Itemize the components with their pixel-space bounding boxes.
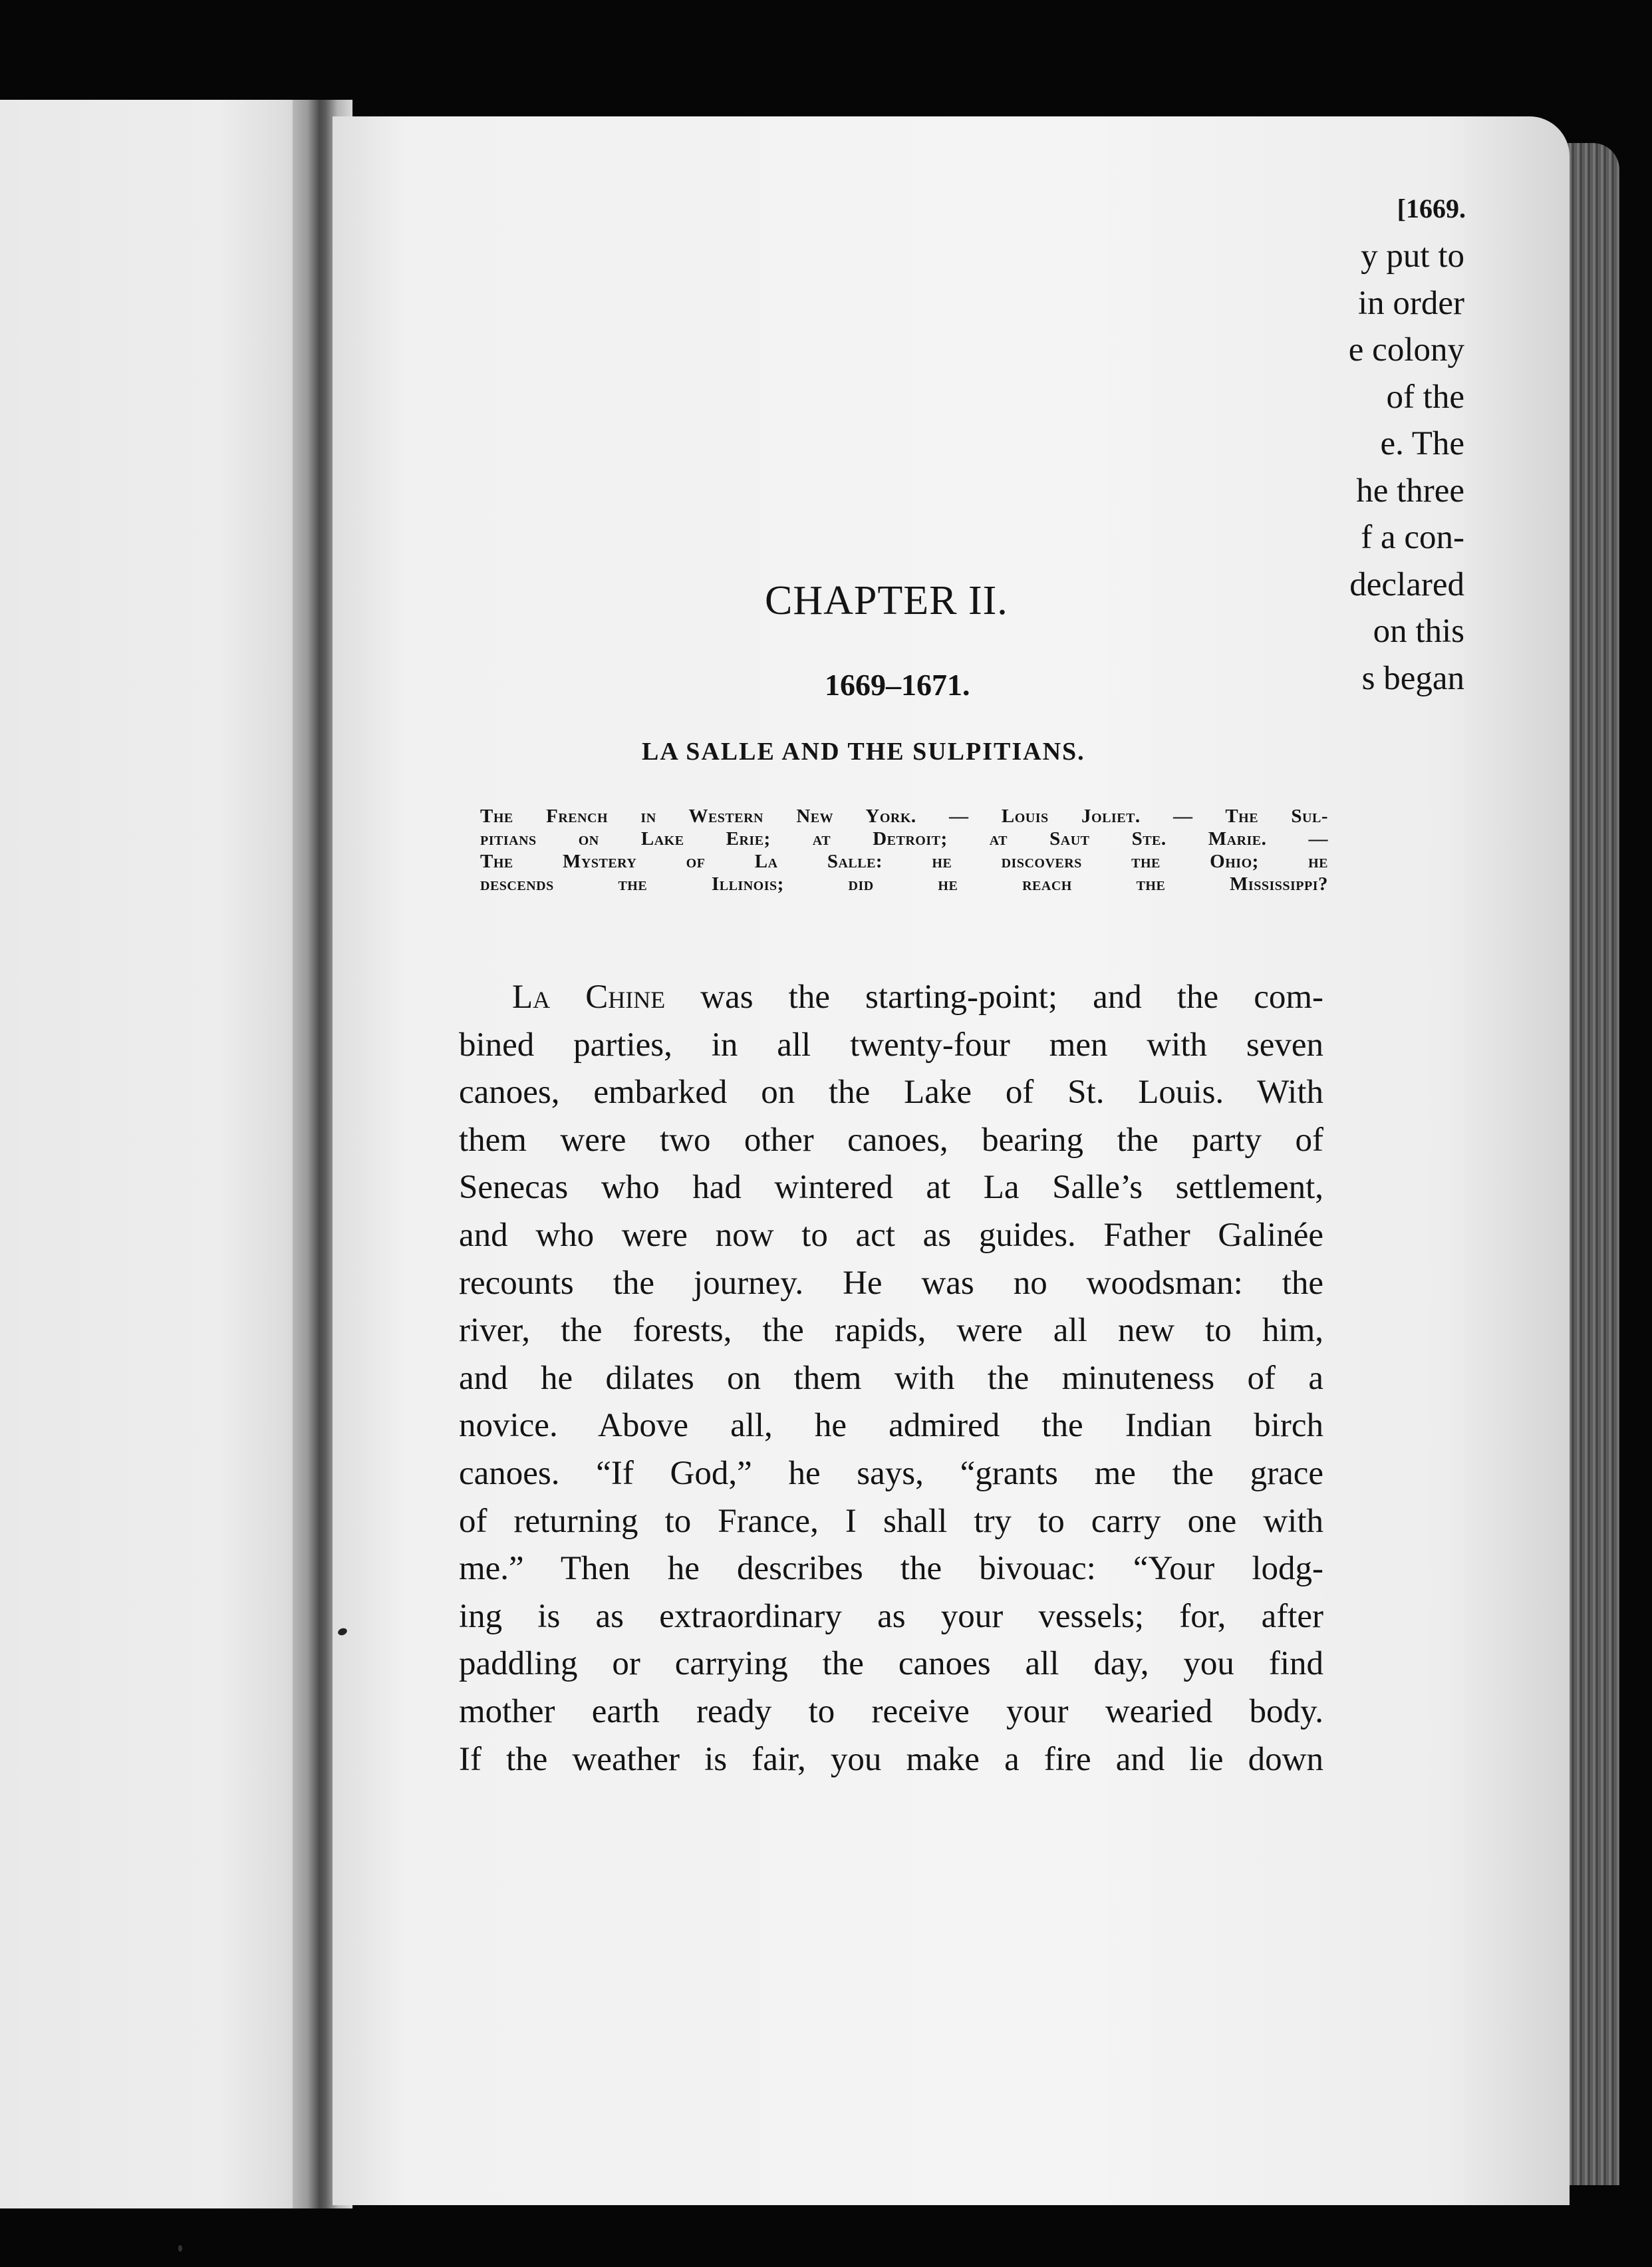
body-line: If the weather is fair, you make a fire and lie down (459, 1740, 1323, 1778)
body-line: Senecas who had wintered at La Salle’s settlement, (459, 1169, 1323, 1207)
left-text-line: s began (1361, 659, 1464, 697)
left-text-line: declared (1349, 565, 1464, 603)
left-text-line: in order (1357, 284, 1464, 322)
summary-line: The Mystery of La Salle: he discovers the Ohio; he (480, 851, 1328, 872)
lead-words: La Chine (512, 979, 666, 1016)
chapter-summary (480, 805, 1328, 895)
body-line: and who were now to act as guides. Father Galinée (459, 1216, 1323, 1254)
body-line: paddling or carrying the canoes all day, you find (459, 1645, 1323, 1683)
body-line: recounts the journey. He was no woodsman: the (459, 1264, 1323, 1302)
left-page-text (1331, 233, 1464, 702)
body-line: me.” Then he describes the bivouac: “Your lodg- (459, 1550, 1323, 1588)
body-line: canoes, embarked on the Lake of St. Louis. With (459, 1074, 1323, 1112)
body-line: of returning to France, I shall try to carry one with (459, 1502, 1323, 1540)
body-line: ing is as extraordinary as your vessels; for, after (459, 1597, 1323, 1635)
left-text-line: y put to (1361, 237, 1464, 275)
left-text-line: e colony (1348, 331, 1464, 369)
left-page (0, 100, 313, 2208)
chapter-years: 1669–1671. (825, 668, 970, 702)
left-text-line: f a con- (1361, 519, 1464, 556)
body-line: them were two other canoes, bearing the party of (459, 1121, 1323, 1159)
chapter-subtitle: LA SALLE AND THE SULPITIANS. (642, 738, 1085, 766)
scan-speck (178, 2245, 182, 2252)
body-line-first (459, 974, 1323, 1022)
summary-line: descends the Illinois; did he reach the Mississippi? (480, 873, 1328, 895)
summary-line: The French in Western New York. — Louis Joliet. — The Sul- (480, 806, 1328, 827)
body-line: and he dilates on them with the minuteness of a (459, 1359, 1323, 1397)
left-text-line: he three (1356, 472, 1464, 510)
first-line-rest: was the starting-point; and the com- (665, 979, 1323, 1016)
left-text-line: on this (1373, 613, 1464, 650)
left-text-line: of the (1386, 378, 1464, 416)
left-page-header: [1669. (1397, 194, 1466, 224)
left-text-line: e. The (1380, 425, 1464, 462)
body-line: river, the forests, the rapids, were all new to him, (459, 1312, 1323, 1350)
body-line: mother earth ready to receive your wearied body. (459, 1692, 1323, 1730)
body-text (459, 974, 1323, 1783)
body-line: novice. Above all, he admired the Indian birch (459, 1407, 1323, 1445)
body-line: bined parties, in all twenty-four men with seven (459, 1026, 1323, 1064)
chapter-title: CHAPTER II. (765, 578, 1008, 623)
summary-line: pitians on Lake Erie; at Detroit; at Saut Ste. Marie. — (480, 828, 1328, 849)
body-line: canoes. “If God,” he says, “grants me the grace (459, 1454, 1323, 1492)
